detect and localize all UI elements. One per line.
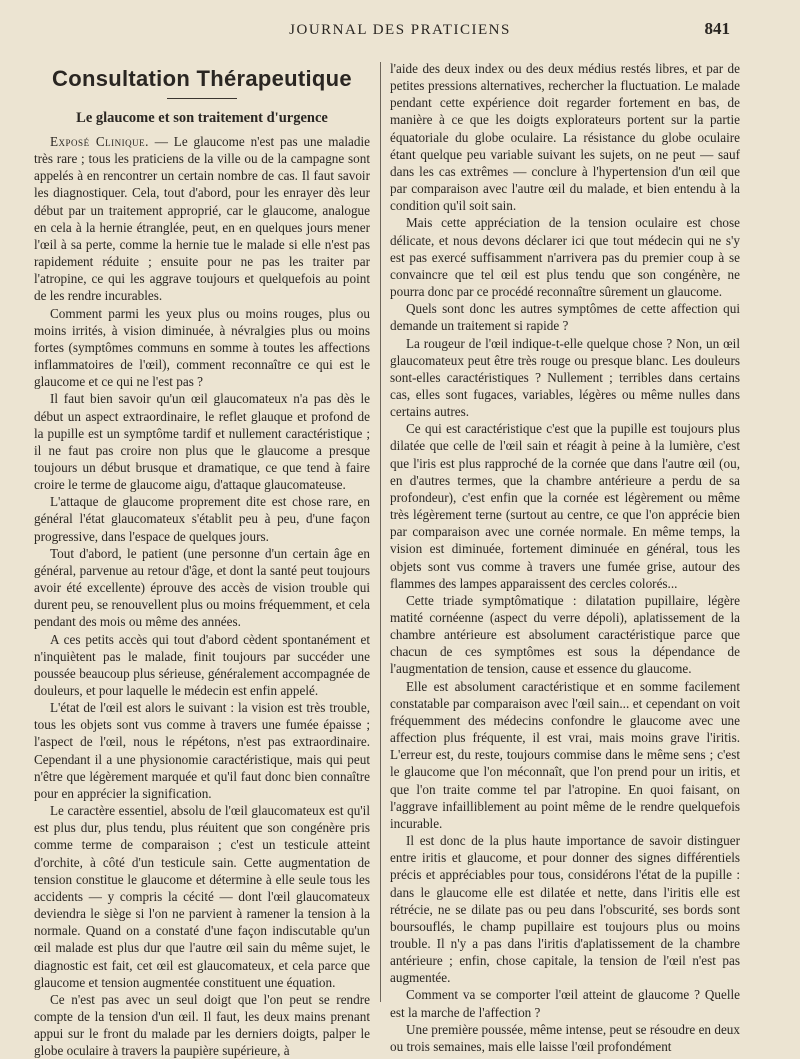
paragraph: La rougeur de l'œil indique-t-elle quelque chose ? Non, un œil glaucomateux peut être très rouge ou presque blanc. Les douleurs sont-elles caractéristiques ? Nullement ; terribles dans certains cas, elles sont fugaces, variables, légères ou même nulles dans certains autres. xyxy=(390,335,740,420)
paragraph: Ce qui est caractéristique c'est que la pupille est toujours plus dilatée que celle de l'œil sain et réagit à peine à la lumière, c'est que l'iris est plus rapproché de la cornée que dans l'autre œil (ou, en d'autres termes, que la chambre antérieure a perdu de sa profondeur), c'est enfin que la cornée est légèrement ou même très légèrement terne (surtout au centre, ce que l'on apprécie bien par comparaison avec une cornée normale. En même temps, la vision est diminuée, fortement diminuée en général, tous les objets sont vus comme à travers une fumée grise, autour des flammes des lampes apparaissent des cercles colorés... xyxy=(390,421,740,591)
paragraph: Cette triade symptômatique : dilatation pupillaire, légère matité cornéenne (aspect du verre dépoli), aplatissement de la chambre antérieure est absolument caractéristique parce que chacun de ces symptômes est sous la dépendance de l'augmentation de tension, cause et essence du glaucome. xyxy=(390,592,740,677)
paragraph: Elle est absolument caractéristique et en somme facilement constatable par comparaison avec l'œil sain... et cependant on voit fréquemment des médecins confondre le glaucome avec une affection plus fréquente, il est vrai, mais moins grave l'iritis. L'erreur est, du reste, toujours commise dans le même sens ; c'est le glaucome que l'on méconnaît, que l'on prend pour un iritis, et que l'on traite comme tel par l'atropine. En quoi faisant, on l'aggrave infailliblement au point même de le rendre quelquefois incurable. xyxy=(390,678,740,831)
page-header xyxy=(0,19,800,42)
paragraph: Quels sont donc les autres symptômes de cette affection qui demande un traitement si rapide ? xyxy=(390,301,740,334)
section-title: Consultation Thérapeutique xyxy=(52,66,352,91)
page-number: 841 xyxy=(704,19,730,38)
paragraph: A ces petits accès qui tout d'abord cèdent spontanément et n'inquiètent pas le malade, finit toujours par succéder une poussée beaucoup plus sérieuse, généralement accompagnée de douleurs, et pour laquelle le médecin est enfin appelé. xyxy=(34,631,370,698)
paragraph: Il faut bien savoir qu'un œil glaucomateux n'a pas dès le début un aspect extraordinaire, le reflet glauque et profond de la pupille est un symptôme tardif et nullement caractéristique ; il ne faut pas croire non plus que le glaucome a presque toujours un début brusque et dramatique, ce que tend à faire croire le terme de glaucome aigu, d'attaque glaucomateuse. xyxy=(34,391,370,493)
running-title: JOURNAL DES PRATICIENS xyxy=(289,22,511,38)
paragraph: Ce n'est pas avec un seul doigt que l'on peut se rendre compte de la tension d'un œil. Il faut, les deux mains prenant appui sur le front du malade par les derniers doigts, palper le globe oculaire à travers la paupière supérieure, à xyxy=(34,991,370,1059)
article-title: Le glaucome et son traitement d'urgence xyxy=(76,110,328,126)
lead-label: Exposé Clinique. xyxy=(50,134,149,149)
paragraph: L'état de l'œil est alors le suivant : la vision est très trouble, tous les objets sont vus comme à travers une fumée épaisse ; l'aspect de l'œil, nous le répétons, n'est pas extraordinaire. Cependant il a une physionomie caractéristique, mais qui peut n'être que légèrement marquée et qu'il faut donc bien connaître pour en apprécier la signification. xyxy=(34,700,370,801)
lead-text: — Le glaucome n'est pas une maladie très rare ; tous les praticiens de la ville ou de la campagne sont appelés à en rencontrer un certain nombre de cas. Il faut savoir les diagnostiquer. Cela, tout d'abord, pour les enrayer dès leur début par un traitement approprié, car le glaucome, analogue en cela à la hernie étranglée, peut, en en quelques jours mener l'œil à sa perte, comme la hernie tue le malade si elle n'est pas rapidement réduite ; ensuite pour ne pas les traiter par l'atropine, ce qui les aggrave toujours et quelquefois au point de les rendre incurables. xyxy=(34,134,370,304)
paragraph: Il est donc de la plus haute importance de savoir distinguer entre iritis et glaucome, et pour donner des signes différentiels précis et appréciables pour tous, considérons l'état de la pupille : dans le glaucome elle est dilatée et nette, dans l'iritis elle est rétrécie, ne se dilate pas ou peu dans l'obscurité, ses bords sont boursouflés, le champ pupillaire est toujours plus ou moins trouble. Il n'y a pas dans l'iritis d'aplatissement de la chambre antérieure ; enfin, chose capitale, la tension de l'œil n'est pas augmentée. xyxy=(390,833,740,986)
paragraph: Comment va se comporter l'œil atteint de glaucome ? Quelle est la marche de l'affection ? xyxy=(390,987,740,1020)
paragraph: Le caractère essentiel, absolu de l'œil glaucomateux est qu'il est plus dur, plus tendu, plus réuitent que son congénère pris comme terme de comparaison ; c'est un testicule atteint d'orchite, à côté d'un testicule sain. Cette augmentation de tension constitue le glaucome et détermine à elle seule tous les accidents — y compris la cécité — dont l'œil glaucomateux deviendra le siège si l'on ne parvient à ramener la tension à la normale. Quand on a constaté d'une façon indiscutable qu'un œil malade est plus dur que l'autre œil sain du même sujet, le diagnostic est fait, cet œil est glaucomateux, et cela parce que glaucome et tension augmentée constituent une équation. xyxy=(34,803,370,990)
paragraph: Mais cette appréciation de la tension oculaire est chose délicate, et nous devons déclarer ici que tout médecin qui ne s'y est pas exercé suffisamment n'arrivera pas du premier coup à se convaincre que tel œil est plus tendu que son congénère, ne pourra donc par ce procédé reconnaître sûrement un glaucome. xyxy=(390,215,740,300)
paragraph: Tout d'abord, le patient (une personne d'un certain âge en général, parvenue au retour d'âge, et dont la santé peut toujours avoir été excellente) éprouve des accès de vision trouble qui durent peu, se renouvellent plus ou moins fréquemment, et cela pendant des mois ou même des années. xyxy=(34,545,370,630)
lead-paragraph xyxy=(34,133,370,305)
column-divider xyxy=(380,62,381,1002)
title-divider xyxy=(167,98,237,99)
right-column xyxy=(390,60,740,1054)
left-column xyxy=(34,60,370,1059)
paragraph: L'attaque de glaucome proprement dite est chose rare, en général l'état glaucomateux s'établit peu à peu, d'une façon progressive, dans l'espace de quelques jours. xyxy=(34,494,370,544)
continuation-paragraph: l'aide des deux index ou des deux médius restés libres, et par de petites pressions alternatives, rechercher la fluctuation. Le malade pendant cette expérience doit regarder fortement en bas, de manière à ce que les doigts explorateurs portent sur la partie équatoriale du globe oculaire. La résistance du globe oculaire étant quelque peu variable suivant les sujets, on ne peut — sauf dans les cas extrêmes — conclure à l'hypertension d'un œil que par comparaison avec l'autre œil du malade, et bien entendu à la condition qu'il soit sain. xyxy=(390,61,740,214)
paragraph: Comment parmi les yeux plus ou moins rouges, plus ou moins irrités, à vision diminuée, à névralgies plus ou moins fortes (symptômes communs en somme à toutes les affections inflammatoires de l'œil), comment reconnaître ce qui est le glaucome et ce qui ne l'est pas ? xyxy=(34,305,370,390)
paragraph: Une première poussée, même intense, peut se résoudre en deux ou trois semaines, mais elle laisse l'œil profondément xyxy=(390,1021,740,1054)
